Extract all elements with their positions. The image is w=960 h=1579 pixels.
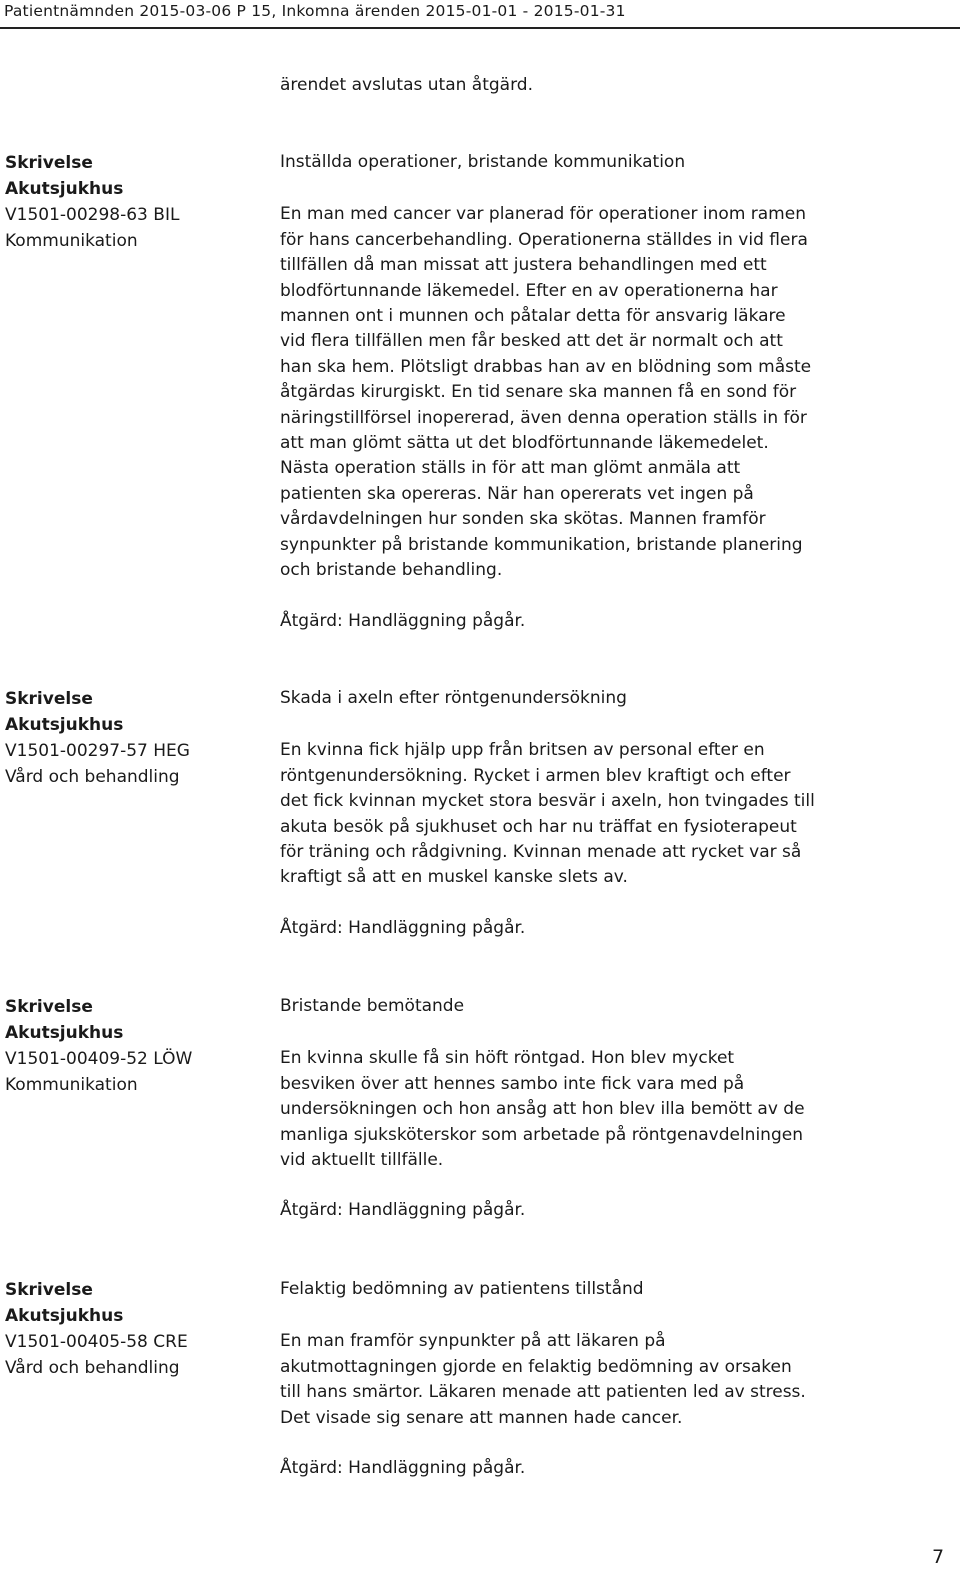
case-category: Kommunikation xyxy=(5,1075,138,1095)
body-line: Det visade sig senare att mannen hade cancer. xyxy=(280,1407,683,1428)
page-header xyxy=(0,0,960,24)
case-action: Åtgärd: Handläggning pågår. xyxy=(280,1200,526,1221)
body-line: Nästa operation ställs in för att man glömt anmäla att xyxy=(280,458,741,479)
case-category: Vård och behandling xyxy=(5,767,180,787)
case-type: Skrivelse xyxy=(5,997,93,1017)
case-type: Skrivelse xyxy=(5,153,93,173)
body-line: En man med cancer var planerad för operationer inom ramen xyxy=(280,204,806,225)
body-line: undersökningen och hon ansåg att hon blev illa bemött av de xyxy=(280,1099,805,1120)
case-description xyxy=(280,1329,940,1431)
body-line: patienten ska opereras. När han opererats vet ingen på xyxy=(280,483,754,504)
body-line: akutmottagningen gjorde en felaktig bedömning av orsaken xyxy=(280,1356,792,1377)
page-number: 7 xyxy=(932,1546,945,1568)
case-category: Vård och behandling xyxy=(5,1358,180,1378)
body-line: En man framför synpunkter på att läkaren på xyxy=(280,1331,666,1352)
case-action: Åtgärd: Handläggning pågår. xyxy=(280,610,526,631)
body-line: röntgenundersökning. Rycket i armen blev kraftigt och efter xyxy=(280,765,791,786)
case-meta xyxy=(5,686,265,790)
header-title: Patientnämnden 2015-03-06 P 15, Inkomna ärenden 2015-01-01 - 2015-01-31 xyxy=(4,2,626,20)
case-subject: Inställda operationer, bristande kommunikation xyxy=(280,152,686,172)
case-unit: Akutsjukhus xyxy=(5,179,124,199)
case-id: V1501-00405-58 CRE xyxy=(5,1332,188,1352)
case-id: V1501-00297-57 HEG xyxy=(5,741,190,761)
body-line: det fick kvinnan mycket stora besvär i axeln, hon tvingades till xyxy=(280,791,815,812)
case-action: Åtgärd: Handläggning pågår. xyxy=(280,917,526,938)
body-line: akuta besök på sjukhuset och har nu träffat en fysioterapeut xyxy=(280,816,797,837)
case-content xyxy=(280,994,940,1224)
case-content xyxy=(280,150,940,634)
case-id: V1501-00298-63 BIL xyxy=(5,205,180,225)
case-subject: Felaktig bedömning av patientens tillstånd xyxy=(280,1279,644,1299)
body-line: mannen ont i munnen och påtalar detta för ansvarig läkare xyxy=(280,306,786,327)
header-divider xyxy=(0,27,960,29)
body-line: vid flera tillfällen men får besked att det är normalt och att xyxy=(280,331,783,352)
case-content xyxy=(280,1277,940,1481)
body-line: till hans smärtor. Läkaren menade att patienten led av stress. xyxy=(280,1382,806,1403)
case-subject: Skada i axeln efter röntgenundersökning xyxy=(280,688,627,708)
intro-text: ärendet avslutas utan åtgärd. xyxy=(280,75,533,95)
body-line: vid aktuellt tillfälle. xyxy=(280,1150,444,1171)
body-line: synpunkter på bristande kommunikation, bristande planering xyxy=(280,534,803,555)
case-description xyxy=(280,738,940,890)
body-line: En kvinna fick hjälp upp från britsen av personal efter en xyxy=(280,740,765,761)
body-line: näringstillförsel inopererad, även denna operation ställs in för xyxy=(280,407,807,428)
case-unit: Akutsjukhus xyxy=(5,1023,124,1043)
body-line: för hans cancerbehandling. Operationerna ställdes in vid flera xyxy=(280,229,808,250)
case-description xyxy=(280,1046,940,1173)
body-line: att man glömt sätta ut det blodförtunnande läkemedelet. xyxy=(280,433,769,454)
case-unit: Akutsjukhus xyxy=(5,715,124,735)
body-line: manliga sjuksköterskor som arbetade på röntgenavdelningen xyxy=(280,1124,803,1145)
case-unit: Akutsjukhus xyxy=(5,1306,124,1326)
case-meta xyxy=(5,150,265,254)
case-subject: Bristande bemötande xyxy=(280,996,465,1016)
body-line: tillfällen då man missat att justera behandlingen med ett xyxy=(280,255,767,276)
case-meta xyxy=(5,1277,265,1381)
body-line: besviken över att hennes sambo inte fick vara med på xyxy=(280,1073,745,1094)
case-description xyxy=(280,202,940,583)
case-category: Kommunikation xyxy=(5,231,138,251)
body-line: han ska hem. Plötsligt drabbas han av en blödning som måste xyxy=(280,356,812,377)
body-line: vårdavdelningen hur sonden ska skötas. Mannen framför xyxy=(280,509,766,530)
case-type: Skrivelse xyxy=(5,689,93,709)
body-line: kraftigt så att en muskel kanske slets av. xyxy=(280,867,628,888)
case-id: V1501-00409-52 LÖW xyxy=(5,1049,193,1069)
case-meta xyxy=(5,994,265,1098)
body-line: blodförtunnande läkemedel. Efter en av operationerna har xyxy=(280,280,778,301)
case-content xyxy=(280,686,940,941)
body-line: åtgärdas kirurgiskt. En tid senare ska mannen få en sond för xyxy=(280,382,797,403)
case-type: Skrivelse xyxy=(5,1280,93,1300)
body-line: för träning och rådgivning. Kvinnan menade att rycket var så xyxy=(280,842,802,863)
body-line: En kvinna skulle få sin höft röntgad. Hon blev mycket xyxy=(280,1048,735,1069)
case-action: Åtgärd: Handläggning pågår. xyxy=(280,1458,526,1479)
body-line: och bristande behandling. xyxy=(280,560,503,581)
